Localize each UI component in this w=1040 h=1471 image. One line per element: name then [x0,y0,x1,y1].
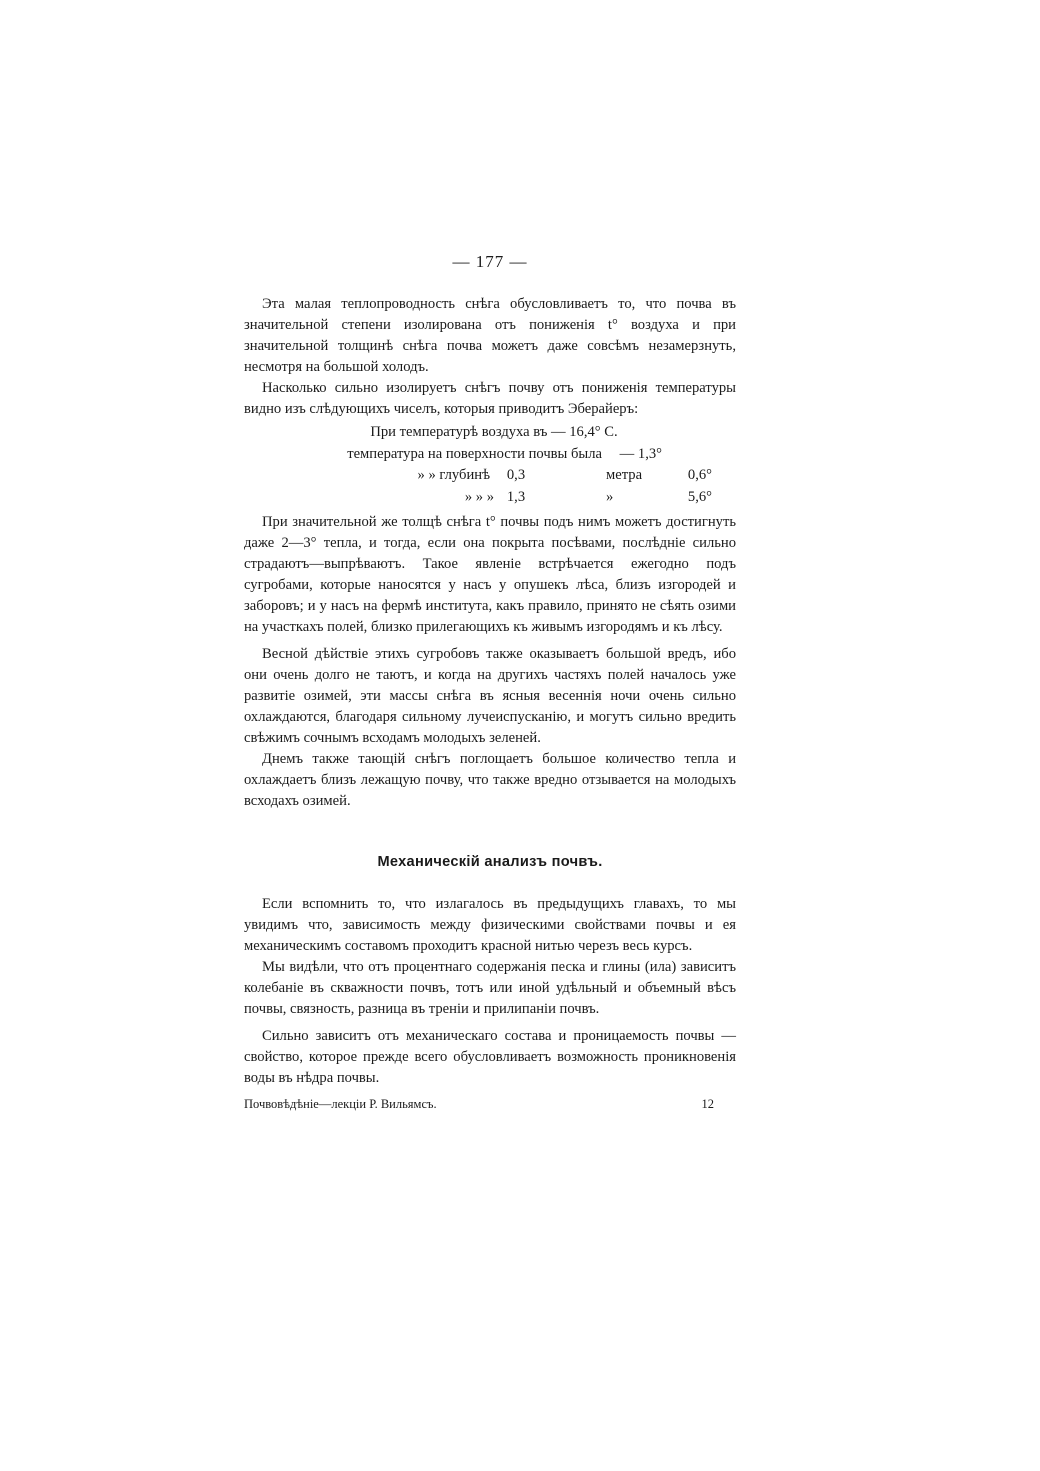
data-row-label: » » » [464,488,494,505]
paragraph: Если вспомнить то, что излагалось въ предыдущихъ главахъ, то мы увидимъ что, зависимость между физическими свойствами почвы и ея механическимъ составомъ проходитъ красной нитью черезъ весь курсъ. [244,896,736,954]
paragraph: Днемъ также тающій снѣгъ поглощаетъ большое количество тепла и охлаждаетъ близъ лежащую почву, что также вредно отзывается на молодыхъ всходахъ озимей. [244,751,736,809]
section-heading: Механическій анализъ почвъ. [377,854,603,870]
data-row-value: — 1,3° [619,445,662,462]
data-row-value: 0,6° [687,467,712,483]
page-footer [244,1097,736,1112]
paragraph: При значительной же толщѣ снѣга t° почвы подъ нимъ можетъ достигнуть даже 2—3° тепла, и тогда, если она покрыта посѣвами, послѣдніе сильно страдаютъ—выпрѣваютъ. Такое явленіе встрѣчается ежегодно подъ сугробами, которые наносятся у насъ у опушекъ лѣса, близъ изгородей и заборовъ; и у насъ на фермѣ института, какъ правило, принято не сѣять озими на участкахъ полей, близко прилегающихъ къ живымъ изгородямъ и къ лѣсу. [244,514,736,635]
footer-signature: Почвовѣдѣніе—лекціи Р. Вильямсъ. [244,1097,437,1111]
data-row-value: 5,6° [687,488,712,505]
data-intro: При температурѣ воздуха въ — 16,4° С. [370,424,618,440]
data-row-label: температура на поверхности почвы была [347,445,602,462]
data-row [244,465,736,487]
document-page [244,252,736,1112]
paragraph: Эта малая теплопроводность снѣга обусловливаетъ то, что почва въ значительной степени изолирована отъ пониженія t° воздуха и при значительной толщинѣ снѣга почва можетъ даже совсѣмъ незамерзнуть, несмотря на большой холодъ. [244,296,736,375]
paragraph: Насколько сильно изолируетъ снѣгъ почву отъ пониженія температуры видно изъ слѣдующихъ чиселъ, которыя приводитъ Эберайеръ: [244,380,736,417]
paragraph: Весной дѣйствіе этихъ сугробовъ также оказываетъ большой вредъ, ибо они очень долго не таютъ, и когда на другихъ частяхъ полей началось уже развитіе озимей, эти массы снѣга въ ясныя весеннія ночи очень сильно охлаждаются, благодаря сильному лучеиспусканію, и могутъ сильно вредить свѣжимъ сочнымъ всходамъ молодыхъ зеленей. [244,646,736,746]
footer-folio: 12 [701,1097,714,1111]
page-number: — 177 — [452,252,528,271]
data-row-depth: 1,3 [506,488,526,505]
data-row-depth: 0,3 [506,467,526,483]
temperature-data-block [244,422,736,508]
paragraph: Мы видѣли, что отъ процентнаго содержанія песка и глины (ила) зависитъ колебаніе въ скважности почвъ, тотъ или иной удѣльный и объемный вѣсъ почвы, связность, разница въ треніи и прилипаніи почвъ. [244,959,736,1017]
data-row-unit: метра [606,467,643,483]
data-row [244,444,736,466]
data-row-unit: » [606,488,614,505]
data-row [244,487,736,509]
data-row-label: » » глубинѣ [417,467,490,483]
paragraph: Сильно зависитъ отъ механическаго состава и проницаемость почвы — свойство, которое прежде всего обусловливаетъ возможность проникновенія воды въ нѣдра почвы. [244,1028,736,1086]
